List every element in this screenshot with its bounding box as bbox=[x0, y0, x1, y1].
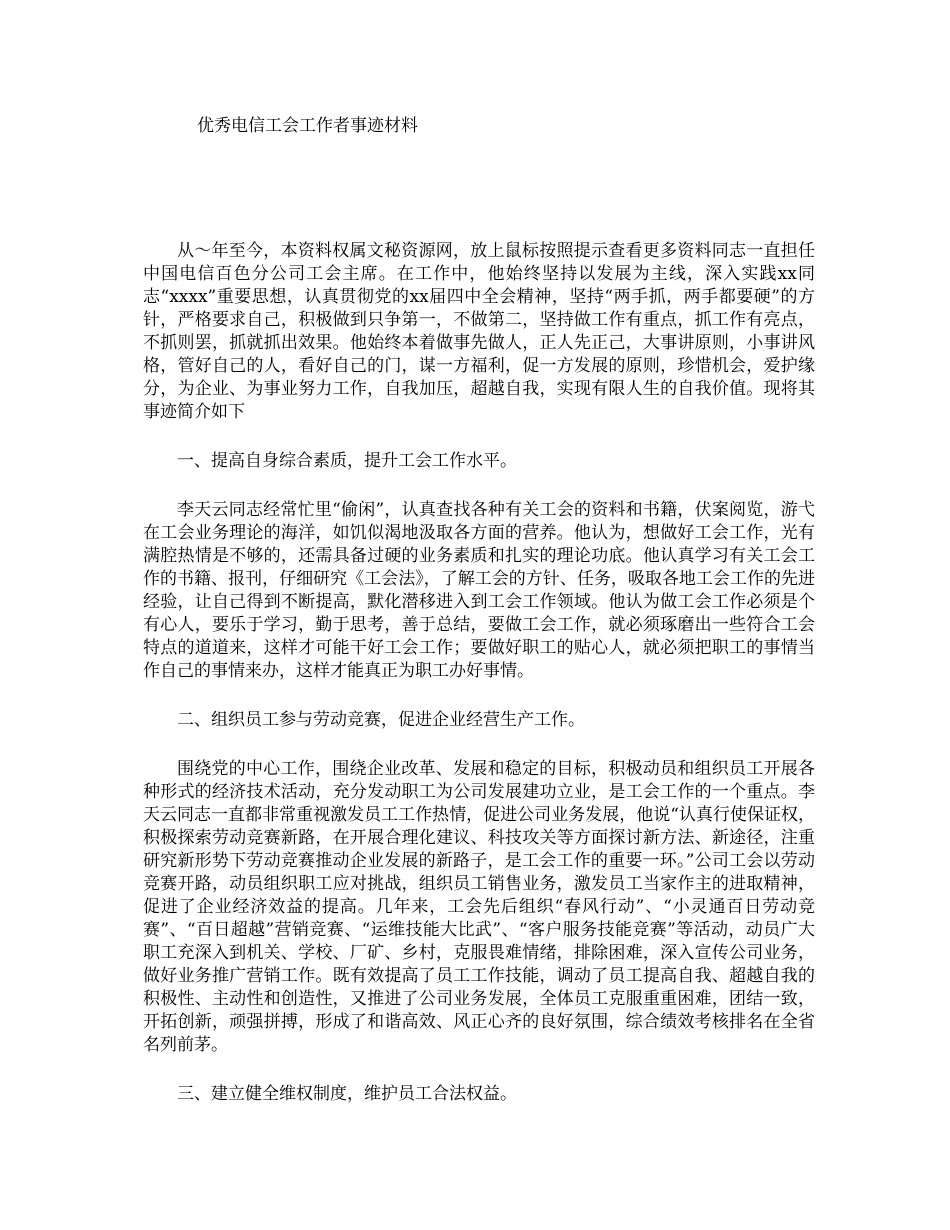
document-body bbox=[143, 240, 815, 1132]
intro-paragraph: 从～年至今，本资料权属文秘资源网，放上鼠标按照提示查看更多资料同志一直担任中国电信百色分公司工会主席。在工作中，他始终坚持以发展为主线，深入实践xx同志“xxxx”重要思想，认真贯彻党的xx届四中全会精神，坚持“两手抓，两手都要硬”的方针，严格要求自己，积极做到只争第一，不做第二，坚持做工作有重点，抓工作有亮点，不抓则罢，抓就抓出效果。他始终本着做事先做人，正人先正己，大事讲原则，小事讲风格，管好自己的人，看好自己的门，谋一方福利，促一方发展的原则，珍惜机会，爱护缘分，为企业、为事业努力工作，自我加压，超越自我，实现有限人生的自我价值。现将其事迹简介如下 bbox=[143, 241, 815, 422]
section-1-paragraph: 李天云同志经常忙里“偷闲”，认真查找各种有关工会的资料和书籍，伏案阅览，游弋在工会业务理论的海洋，如饥似渴地汲取各方面的营养。他认为，想做好工会工作，光有满腔热情是不够的，还需具备过硬的业务素质和扎实的理论功底。他认真学习有关工会工作的书籍、报刊，仔细研究《工会法》，了解工会的方针、任务，吸取各地工会工作的先进经验，让自己得到不断提高，默化潜移进入到工会工作领域。他认为做工会工作必须是个有心人，要乐于学习，勤于思考，善于总结，要做工会工作，就必须琢磨出一些符合工会特点的道道来，这样才可能干好工会工作；要做好职工的贴心人，就必须把职工的事情当作自己的事情来办，这样才能真正为职工办好事情。 bbox=[143, 500, 815, 681]
section-heading-1: 一、提高自身综合素质，提升工会工作水平。 bbox=[177, 451, 517, 471]
document-title: 优秀电信工会工作者事迹材料 bbox=[197, 116, 418, 136]
section-heading-3: 三、建立健全维权制度，维护员工合法权益。 bbox=[177, 1084, 517, 1104]
section-2-paragraph: 围绕党的中心工作，围绕企业改革、发展和稳定的目标，积极动员和组织员工开展各种形式的经济技术活动，充分发动职工为公司发展建功立业，是工会工作的一个重点。李天云同志一直都非常重视激发员工工作热情，促进公司业务发展，他说“认真行使保证权，积极探索劳动竞赛新路，在开展合理化建议、科技攻关等方面探讨新方法、新途径，注重研究新形势下劳动竞赛推动企业发展的新路子，是工会工作的重要一环。”公司工会以劳动竞赛开路，动员组织职工应对挑战，组织员工销售业务，激发员工当家作主的进取精神，促进了企业经济效益的提高。几年来，工会先后组织“春风行动”、“小灵通百日劳动竞赛”、“百日超越”营销竞赛、“运维技能大比武”、“客户服务技能竞赛”等活动，动员广大职工充深入到机关、学校、厂矿、乡村，克服畏难情绪，排除困难，深入宣传公司业务，做好业务推广营销工作。既有效提高了员工工作技能，调动了员工提高自我、超越自我的积极性、主动性和创造性，又推进了公司业务发展，全体员工克服重重困难，团结一致，开拓创新，顽强拼搏，形成了和谐高效、风正心齐的良好氛围，综合绩效考核排名在全省名列前茅。 bbox=[143, 759, 815, 1055]
section-heading-2: 二、组织员工参与劳动竞赛，促进企业经营生产工作。 bbox=[177, 710, 585, 730]
